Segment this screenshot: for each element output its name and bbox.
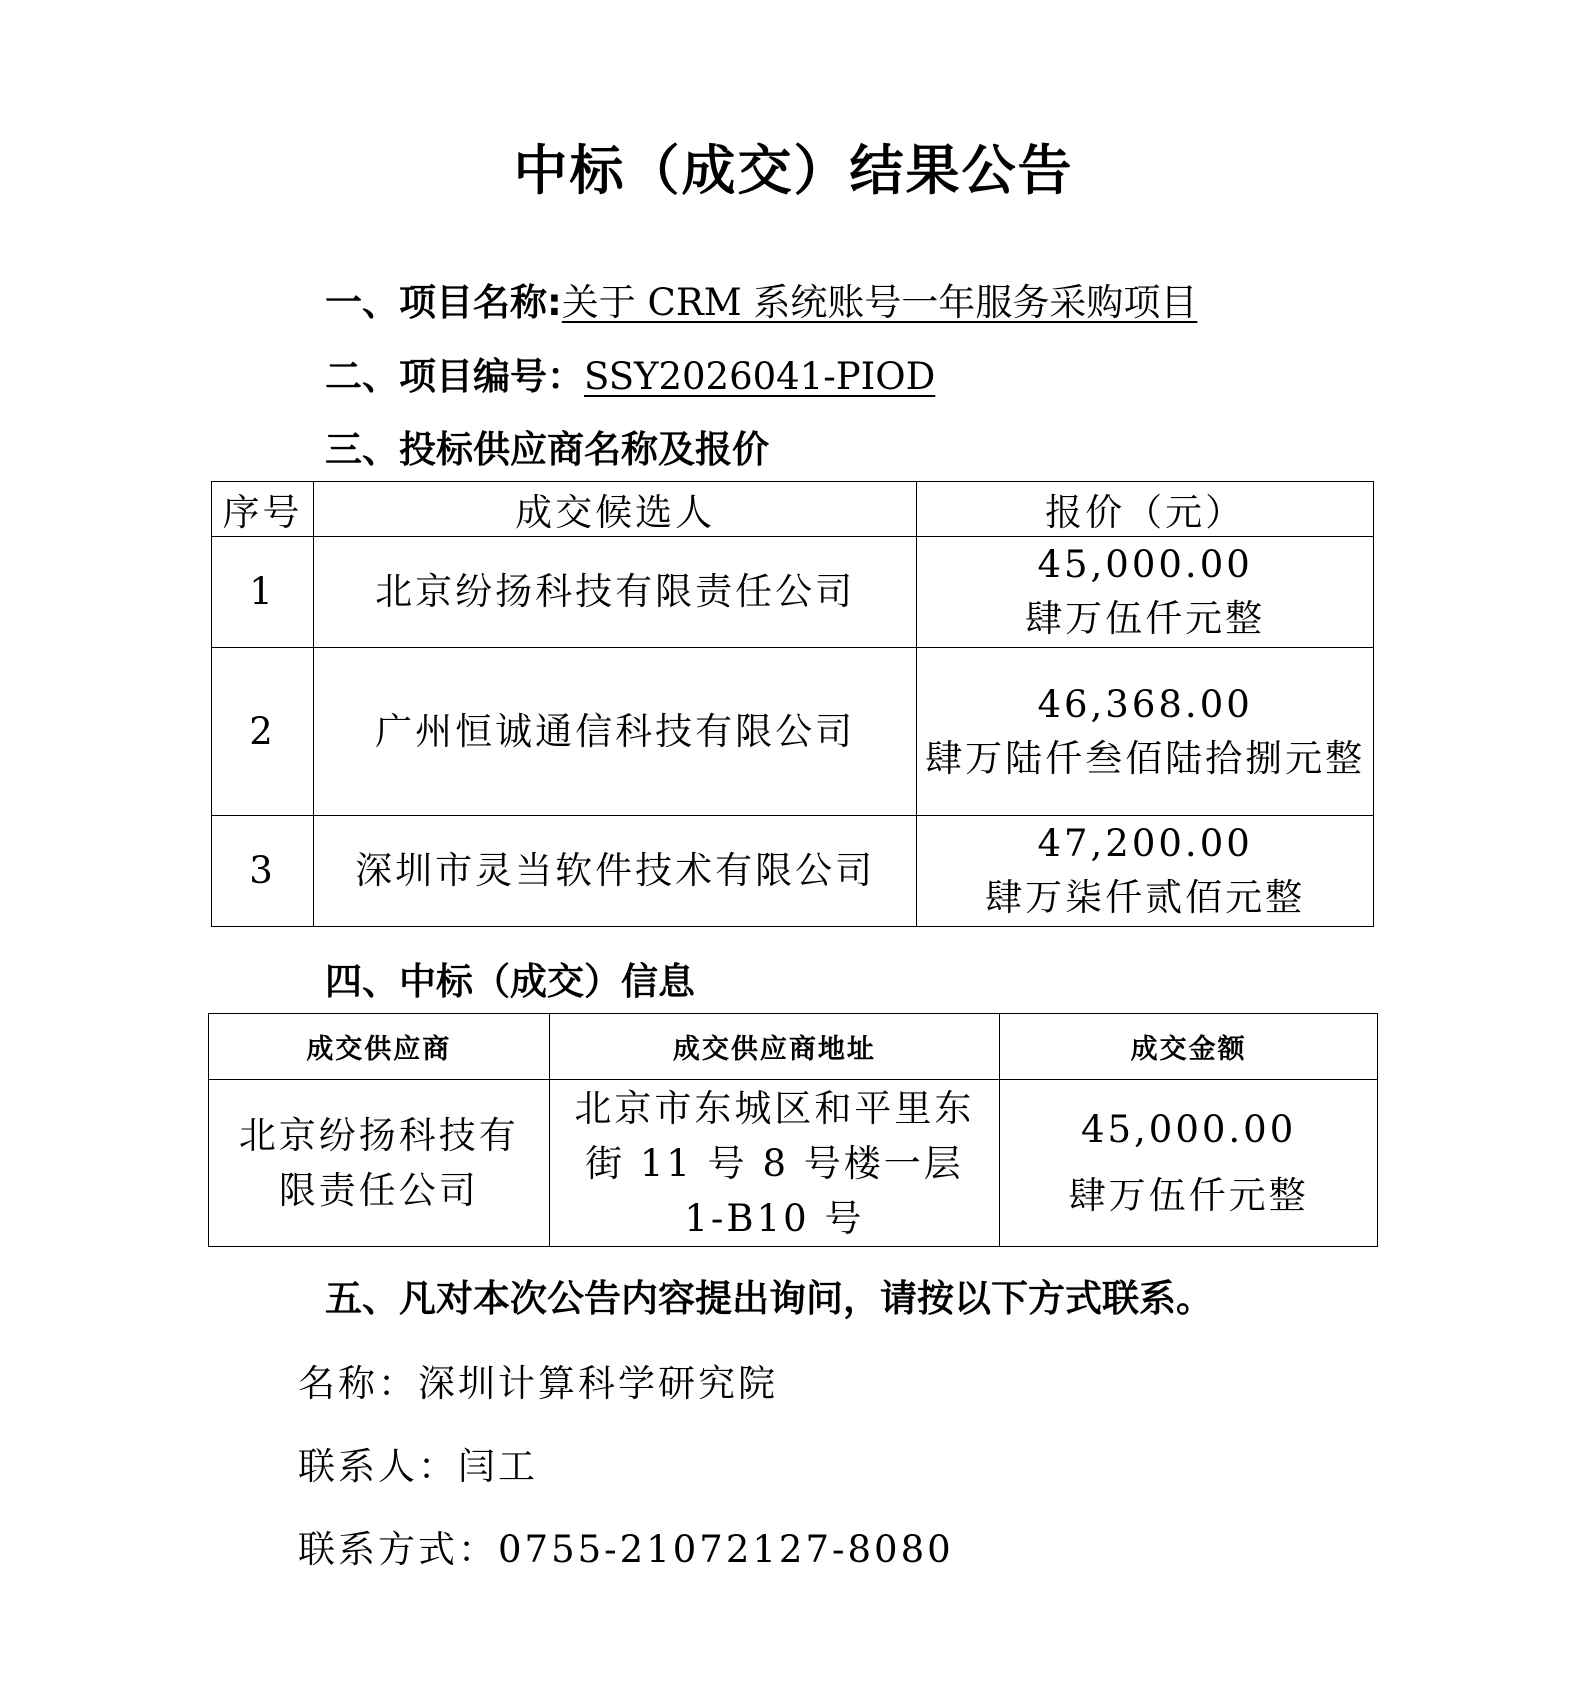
project-number-line bbox=[325, 346, 935, 400]
row-candidate: 北京纷扬科技有限责任公司 bbox=[313, 537, 916, 648]
price-words: 肆万陆仟叁佰陆拾捌元整 bbox=[925, 736, 1366, 780]
row-no: 2 bbox=[212, 648, 314, 816]
table-row bbox=[209, 1080, 1378, 1247]
award-amount-number: 45,000.00 bbox=[1080, 1108, 1297, 1151]
row-candidate: 深圳市灵当软件技术有限公司 bbox=[313, 816, 916, 927]
bids-table bbox=[211, 481, 1374, 927]
header-supplier: 成交供应商 bbox=[209, 1014, 550, 1080]
row-no: 3 bbox=[212, 816, 314, 927]
header-no: 序号 bbox=[212, 482, 314, 537]
row-price bbox=[917, 537, 1374, 648]
bids-table-header bbox=[212, 482, 1374, 537]
table-row bbox=[212, 648, 1374, 816]
project-name-label: 一、项目名称: bbox=[325, 281, 562, 324]
project-number-label: 二、项目编号： bbox=[325, 355, 584, 398]
contact-person: 联系人：闫工 bbox=[298, 1445, 538, 1488]
header-price: 报价（元） bbox=[917, 482, 1374, 537]
price-number: 46,368.00 bbox=[1037, 682, 1253, 726]
award-table bbox=[208, 1013, 1378, 1247]
price-words: 肆万伍仟元整 bbox=[1025, 597, 1266, 640]
header-candidate: 成交候选人 bbox=[313, 482, 916, 537]
award-table-header bbox=[209, 1014, 1378, 1080]
row-price bbox=[917, 816, 1374, 927]
contact-name: 名称：深圳计算科学研究院 bbox=[298, 1362, 778, 1405]
award-supplier: 北京纷扬科技有限责任公司 bbox=[209, 1080, 550, 1247]
header-address: 成交供应商地址 bbox=[549, 1014, 1000, 1080]
row-candidate: 广州恒诚通信科技有限公司 bbox=[313, 648, 916, 816]
contact-phone: 联系方式：0755-21072127-8080 bbox=[298, 1528, 954, 1571]
award-amount-words: 肆万伍仟元整 bbox=[1068, 1174, 1309, 1217]
contact-heading: 五、凡对本次公告内容提出询问，请按以下方式联系。 bbox=[325, 1277, 1213, 1320]
price-number: 45,000.00 bbox=[1037, 543, 1253, 586]
project-name-value: 关于 CRM 系统账号一年服务采购项目 bbox=[561, 281, 1198, 324]
project-name-line bbox=[325, 272, 1197, 326]
bids-heading: 三、投标供应商名称及报价 bbox=[325, 428, 769, 471]
project-number-value: SSY2026041-PIOD bbox=[584, 355, 936, 398]
table-row bbox=[212, 816, 1374, 927]
price-number: 47,200.00 bbox=[1037, 822, 1253, 865]
row-no: 1 bbox=[212, 537, 314, 648]
award-amount bbox=[1000, 1080, 1378, 1247]
header-amount: 成交金额 bbox=[1000, 1014, 1378, 1080]
table-row bbox=[212, 537, 1374, 648]
price-words: 肆万柒仟贰佰元整 bbox=[985, 876, 1306, 919]
page-title: 中标（成交）结果公告 bbox=[513, 139, 1074, 202]
award-address: 北京市东城区和平里东街 11 号 8 号楼一层 1-B10 号 bbox=[549, 1080, 1000, 1247]
award-heading: 四、中标（成交）信息 bbox=[325, 960, 695, 1003]
row-price bbox=[917, 648, 1374, 816]
